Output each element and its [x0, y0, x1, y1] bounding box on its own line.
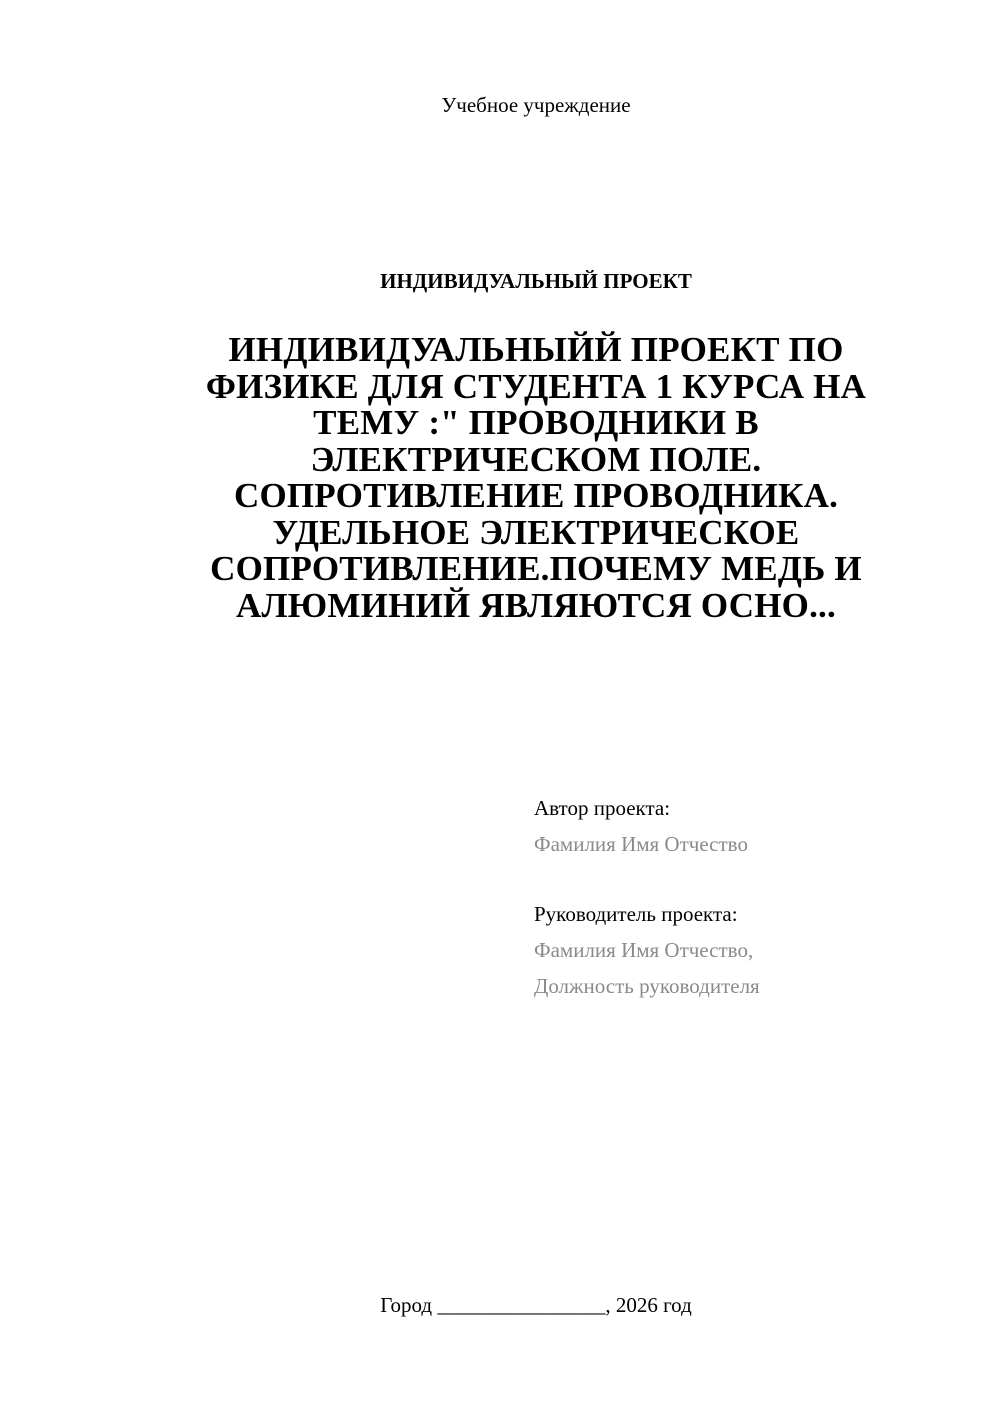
author-name: Фамилия Имя Отчество: [534, 832, 748, 856]
institution-name: Учебное учреждение: [441, 93, 631, 117]
project-title: ИНДИВИДУАЛЬНЫЙЙ ПРОЕКТ ПО ФИЗИКЕ ДЛЯ СТУДЕНТА 1 КУРСА НА ТЕМУ :" ПРОВОДНИКИ В ЭЛЕКТРИЧЕСКОМ ПОЛЕ. СОПРОТИВЛЕНИЕ ПРОВОДНИКА. УДЕЛЬНОЕ ЭЛЕКТРИЧЕСКОЕ СОПРОТИВЛЕНИЕ.ПОЧЕМУ МЕДЬ И АЛЮМИНИЙ ЯВЛЯЮТСЯ ОСНО...: [205, 330, 867, 625]
supervisor-name: Фамилия Имя Отчество,: [534, 938, 754, 962]
author-label: Автор проекта:: [534, 796, 671, 820]
project-type-label: ИНДИВИДУАЛЬНЫЙ ПРОЕКТ: [380, 269, 692, 293]
authors-spacer: [534, 862, 964, 896]
authors-block: [534, 790, 964, 1004]
supervisor-label: Руководитель проекта:: [534, 902, 738, 926]
supervisor-position: Должность руководителя: [534, 974, 760, 998]
city-year-footer: Город ________________, 2026 год: [380, 1293, 692, 1317]
